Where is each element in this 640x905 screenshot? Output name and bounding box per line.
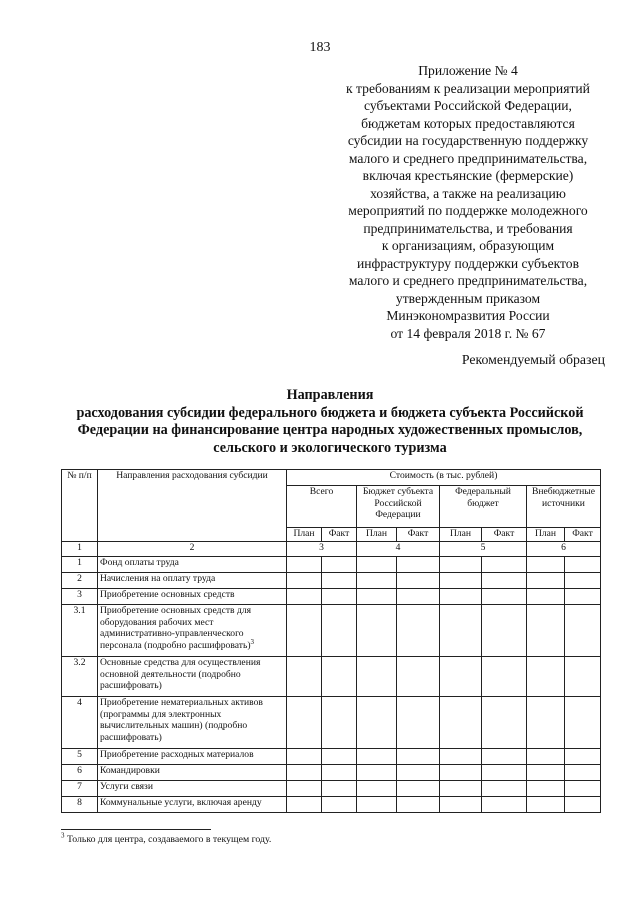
- row-number: 3: [62, 589, 98, 605]
- row-number: 4: [62, 697, 98, 749]
- header-cost: Стоимость (в тыс. рублей): [287, 470, 601, 486]
- table-row: [62, 557, 601, 573]
- index-cell: 1: [62, 542, 98, 557]
- index-cell: 2: [98, 542, 287, 557]
- appendix-line: к требованиям к реализации мероприятий: [346, 80, 590, 96]
- table-body: [62, 557, 601, 813]
- appendix-line: инфраструктуру поддержки субъектов: [356, 255, 580, 271]
- header-fact: Факт: [482, 528, 527, 542]
- appendix-header: [318, 62, 618, 342]
- recommended-sample-label: Рекомендуемый образец: [461, 352, 605, 367]
- row-text: Начисления на оплату труда: [98, 573, 287, 589]
- table-header: [62, 470, 601, 557]
- table-row: [62, 589, 601, 605]
- row-text: Приобретение основных средств для оборудования рабочих мест административно-управленческого персонала (подробно расшифровать): [100, 605, 252, 651]
- row-number: 2: [62, 573, 98, 589]
- appendix-line: хозяйства, а также на реализацию: [370, 185, 566, 201]
- row-text: Коммунальные услуги, включая аренду: [98, 797, 287, 813]
- table-row: [62, 573, 601, 589]
- row-text: Основные средства для осуществления основной деятельности (подробно расшифровать): [98, 657, 287, 697]
- page-number: 183: [309, 40, 331, 55]
- header-plan: План: [440, 528, 482, 542]
- spending-table: [61, 469, 601, 813]
- appendix-line: предпринимательства, и требования: [363, 220, 573, 236]
- header-fact: Факт: [565, 528, 601, 542]
- index-cell: 6: [527, 542, 601, 557]
- appendix-line: субъектами Российской Федерации,: [364, 98, 572, 113]
- row-text: Услуги связи: [98, 781, 287, 797]
- appendix-line: от 14 февраля 2018 г. № 67: [390, 325, 546, 341]
- table-row: [62, 765, 601, 781]
- row-number: 3.1: [62, 605, 98, 657]
- row-number: 1: [62, 557, 98, 573]
- table-row: [62, 657, 601, 697]
- footnote-mark: 3: [61, 831, 65, 840]
- title-line: Направления: [286, 387, 374, 403]
- appendix-line: малого и среднего предпринимательства,: [348, 273, 588, 288]
- appendix-line: Минэкономразвития России: [386, 308, 550, 323]
- row-number: 8: [62, 797, 98, 813]
- header-group-federal: Федеральный бюджет: [440, 486, 527, 528]
- footnote-separator: [61, 829, 211, 830]
- appendix-line: к организациям, образующим: [381, 238, 555, 253]
- header-fact: Факт: [397, 528, 440, 542]
- header-plan: План: [357, 528, 397, 542]
- appendix-line: мероприятий по поддержке молодежного: [348, 203, 588, 218]
- appendix-line: субсидии на государственную поддержку: [347, 133, 589, 148]
- header-plan: План: [287, 528, 322, 542]
- appendix-line: малого и среднего предпринимательства,: [348, 150, 588, 166]
- table-row: [62, 797, 601, 813]
- row-text-cell: [98, 605, 287, 657]
- footnote: [61, 831, 272, 845]
- header-group-extrabudget: Внебюджетные источники: [527, 486, 601, 528]
- table-row: [62, 781, 601, 797]
- appendix-line: Приложение № 4: [418, 63, 518, 78]
- title-line: Федерации на финансирование центра народных художественных промыслов,: [77, 422, 583, 438]
- footnote-ref: 3: [250, 637, 255, 646]
- appendix-line: включая крестьянские (фермерские): [362, 168, 574, 183]
- row-number: 3.2: [62, 657, 98, 697]
- row-text: Фонд оплаты труда: [98, 557, 287, 573]
- row-text: Приобретение нематериальных активов (программы для электронных вычислительных машин) (подробно расшифровать): [98, 697, 287, 749]
- header-group-regional: Бюджет субъекта Российской Федерации: [357, 486, 440, 528]
- header-direction: Направления расходования субсидии: [98, 470, 287, 542]
- row-number: 7: [62, 781, 98, 797]
- index-cell: 3: [287, 542, 357, 557]
- index-cell: 4: [357, 542, 440, 557]
- table-row: [62, 749, 601, 765]
- header-number: № п/п: [62, 470, 98, 542]
- title-line: сельского и экологического туризма: [213, 439, 447, 456]
- header-plan: План: [527, 528, 565, 542]
- row-text: Командировки: [98, 765, 287, 781]
- table-row: [62, 697, 601, 749]
- footnote-text: Только для центра, создаваемого в текущем году.: [66, 834, 272, 845]
- row-text: Приобретение расходных материалов: [98, 749, 287, 765]
- index-cell: 5: [440, 542, 527, 557]
- header-group-total: Всего: [287, 486, 357, 528]
- title-line: расходования субсидии федерального бюджета и бюджета субъекта Российской: [76, 404, 584, 421]
- document-title: [40, 387, 620, 457]
- appendix-line: бюджетам которых предоставляются: [361, 115, 575, 131]
- appendix-line: утвержденным приказом: [395, 290, 541, 306]
- row-text: Приобретение основных средств: [98, 589, 287, 605]
- row-number: 5: [62, 749, 98, 765]
- header-fact: Факт: [322, 528, 357, 542]
- row-number: 6: [62, 765, 98, 781]
- table-row: [62, 605, 601, 657]
